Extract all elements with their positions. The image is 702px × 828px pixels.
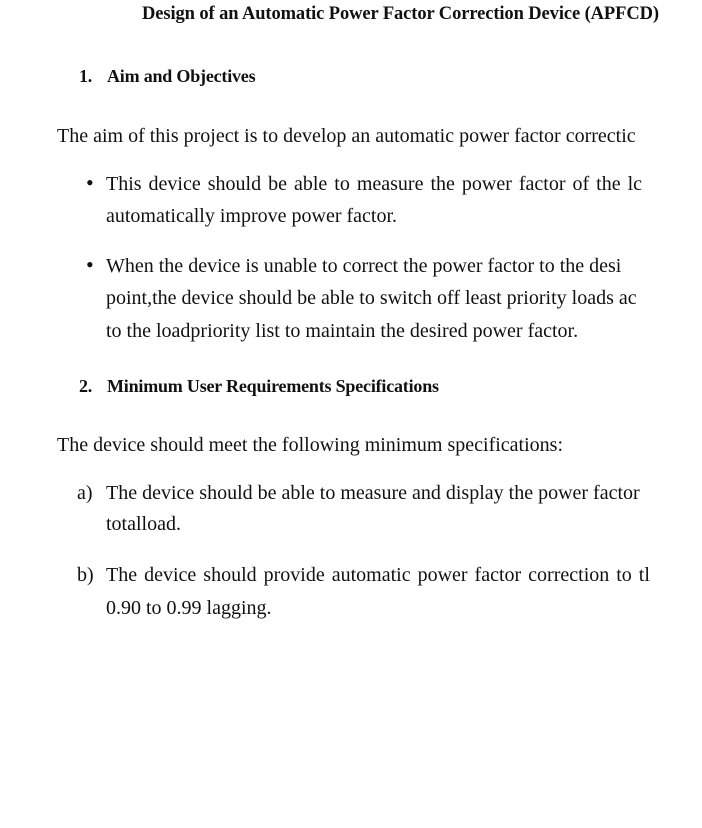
bullet-2-line-2: point,the device should be able to switch off least priority loads ac — [106, 287, 637, 309]
section-1-intro: The aim of this project is to develop an automatic power factor correctic — [57, 125, 636, 147]
bullet-2-line-3: to the loadpriority list to maintain the desired power factor. — [106, 320, 579, 342]
item-a-marker: a) — [77, 482, 93, 504]
item-b-line-1: The device should provide automatic power factor correction to tl — [106, 564, 650, 586]
item-b-line-2: 0.90 to 0.99 lagging. — [106, 597, 272, 619]
section-2-intro: The device should meet the following minimum specifications: — [57, 434, 563, 456]
bullet-1-line-2: automatically improve power factor. — [106, 205, 398, 227]
item-a-line-1: The device should be able to measure and display the power factor — [106, 482, 640, 504]
item-a-line-2: totalload. — [106, 513, 181, 535]
bullet-2-marker: • — [86, 252, 94, 277]
section-2-heading — [79, 376, 439, 397]
bullet-2-line-1: When the device is unable to correct the power factor to the desi — [106, 255, 622, 277]
item-b-marker: b) — [77, 564, 94, 586]
bullet-1-marker: • — [86, 170, 94, 195]
section-1-heading — [79, 66, 255, 87]
section-2-number: 2. — [79, 376, 93, 396]
section-1-number: 1. — [79, 66, 93, 86]
section-2-title: Minimum User Requirements Specifications — [107, 376, 439, 396]
document-title: Design of an Automatic Power Factor Correction Device (APFCD) — [142, 4, 659, 24]
section-1-title: Aim and Objectives — [107, 66, 256, 86]
bullet-1-line-1: This device should be able to measure the power factor of the lc — [106, 173, 643, 195]
